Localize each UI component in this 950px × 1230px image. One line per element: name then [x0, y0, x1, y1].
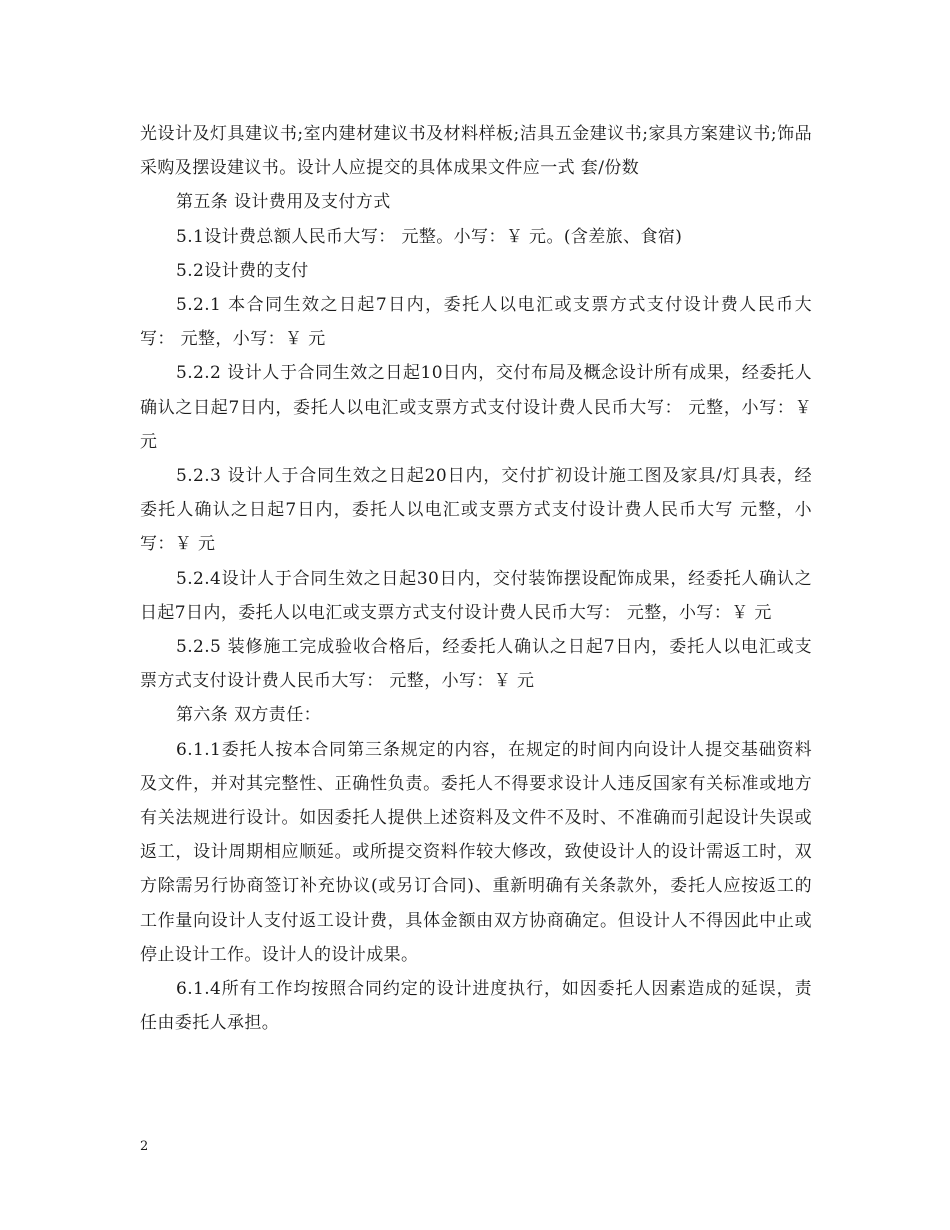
document-body [140, 117, 812, 1040]
clause-5-2: 5.2设计费的支付 [176, 260, 309, 281]
clause-5-2-1: 5.2.1 本合同生效之日起7日内，委托人以电汇或支票方式支付设计费人民币大写： 元整，小写：￥ 元 [140, 295, 812, 350]
clause-5-2-3: 5.2.3 设计人于合同生效之日起20日内，交付扩初设计施工图及家具/灯具表，经委托人确认之日起7日内，委托人以电汇或支票方式支付设计费人民币大写 元整，小写：￥ 元 [140, 466, 812, 555]
page-number: 2 [140, 1139, 149, 1154]
clause-5-2-4: 5.2.4设计人于合同生效之日起30日内，交付装饰摆设配饰成果，经委托人确认之日起7日内，委托人以电汇或支票方式支付设计费人民币大写： 元整，小写：￥ 元 [140, 568, 812, 623]
article-five-heading: 第五条 设计费用及支付方式 [176, 192, 391, 213]
clause-6-1-4: 6.1.4所有工作均按照合同约定的设计进度执行，如因委托人因素造成的延误，责任由委托人承担。 [140, 979, 812, 1034]
clause-6-1-1: 6.1.1委托人按本合同第三条规定的内容，在规定的时间内向设计人提交基础资料及文件，并对其完整性、正确性负责。委托人不得要求设计人违反国家有关标准或地方有关法规进行设计。如因委托人提供上述资料及文件不及时、不准确而引起设计失误或返工，设计周期相应顺延。或所提交资料作较大修改，致使设计人的设计需返工时，双方除需另行协商签订补充协议(或另订合同)、重新明确有关条款外，委托人应按返工的工作量向设计人支付返工设计费，具体金额由双方协商确定。但设计人不得因此中止或停止设计工作。设计人的设计成果。 [140, 739, 812, 965]
clause-5-1: 5.1设计费总额人民币大写： 元整。小写：￥ 元。(含差旅、食宿) [176, 226, 683, 247]
paragraph-continuation: 光设计及灯具建议书;室内建材建议书及材料样板;洁具五金建议书;家具方案建议书;饰品采购及摆设建议书。设计人应提交的具体成果文件应一式 套/份数 [140, 124, 812, 179]
clause-5-2-2: 5.2.2 设计人于合同生效之日起10日内，交付布局及概念设计所有成果，经委托人确认之日起7日内，委托人以电汇或支票方式支付设计费人民币大写： 元整，小写：￥ 元 [140, 363, 812, 452]
clause-5-2-5: 5.2.5 装修施工完成验收合格后，经委托人确认之日起7日内，委托人以电汇或支票方式支付设计费人民币大写： 元整，小写：￥ 元 [140, 637, 812, 692]
article-six-heading: 第六条 双方责任： [176, 705, 322, 726]
